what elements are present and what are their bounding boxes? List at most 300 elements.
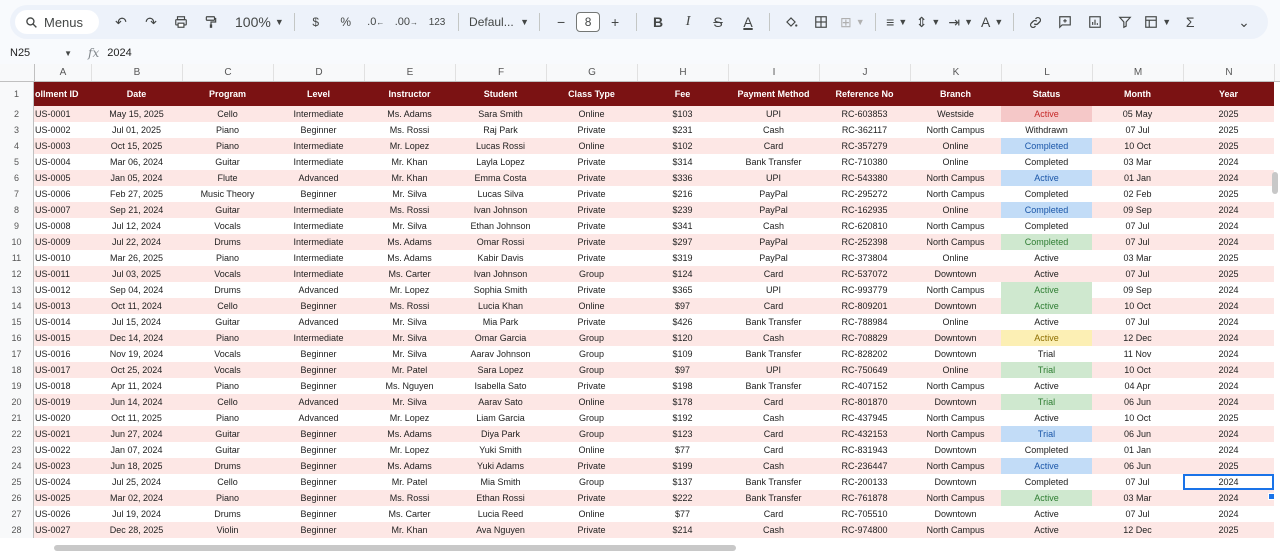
data-cell[interactable]: Card (728, 138, 819, 154)
data-cell[interactable]: RC-373804 (819, 250, 910, 266)
insert-comment-icon[interactable] (1051, 9, 1079, 35)
data-cell[interactable]: RC-705510 (819, 506, 910, 522)
data-cell[interactable]: $102 (637, 138, 728, 154)
insert-chart-icon[interactable] (1081, 9, 1109, 35)
data-cell[interactable]: 07 Jul (1092, 234, 1183, 250)
data-cell[interactable]: US-0011 (34, 266, 91, 282)
data-cell[interactable]: Piano (182, 378, 273, 394)
data-cell[interactable]: 09 Sep (1092, 282, 1183, 298)
column-header-b[interactable]: B (92, 64, 183, 81)
data-cell[interactable]: $336 (637, 170, 728, 186)
data-cell[interactable]: Downtown (910, 442, 1001, 458)
data-cell[interactable]: Bank Transfer (728, 490, 819, 506)
data-cell[interactable]: RC-708829 (819, 330, 910, 346)
data-cell[interactable]: US-0003 (34, 138, 91, 154)
data-cell[interactable]: Mr. Khan (364, 154, 455, 170)
data-cell[interactable]: Private (546, 218, 637, 234)
currency-format-button[interactable]: $ (312, 15, 320, 29)
data-cell[interactable]: Jul 12, 2024 (91, 218, 182, 234)
data-cell[interactable]: US-0012 (34, 282, 91, 298)
data-cell[interactable]: Mr. Patel (364, 362, 455, 378)
data-cell[interactable]: $77 (637, 442, 728, 458)
data-cell[interactable]: Jul 03, 2025 (91, 266, 182, 282)
data-cell[interactable]: RC-828202 (819, 346, 910, 362)
data-cell[interactable]: $97 (637, 298, 728, 314)
increase-decimal-button[interactable] (392, 9, 421, 35)
data-cell[interactable]: RC-162935 (819, 202, 910, 218)
data-cell[interactable]: Cash (728, 122, 819, 138)
data-cell[interactable]: US-0013 (34, 298, 91, 314)
data-cell[interactable]: Group (546, 266, 637, 282)
column-title[interactable]: Student (455, 82, 546, 106)
status-cell[interactable]: Withdrawn (1001, 122, 1092, 138)
data-cell[interactable]: Cello (182, 298, 273, 314)
data-cell[interactable]: Lucas Silva (455, 186, 546, 202)
data-cell[interactable]: 04 Apr (1092, 378, 1183, 394)
data-cell[interactable]: Guitar (182, 426, 273, 442)
data-cell[interactable]: 07 Jul (1092, 218, 1183, 234)
data-cell[interactable]: $137 (637, 474, 728, 490)
data-cell[interactable]: 02 Feb (1092, 186, 1183, 202)
data-cell[interactable]: Nov 19, 2024 (91, 346, 182, 362)
status-cell[interactable]: Active (1001, 458, 1092, 474)
data-cell[interactable]: Bank Transfer (728, 346, 819, 362)
data-cell[interactable]: Advanced (273, 394, 364, 410)
data-cell[interactable]: 2024 (1183, 234, 1274, 250)
data-cell[interactable]: Vocals (182, 266, 273, 282)
data-cell[interactable]: 2025 (1183, 186, 1274, 202)
row-number[interactable]: 27 (0, 506, 34, 522)
data-cell[interactable]: Bank Transfer (728, 154, 819, 170)
data-cell[interactable]: $239 (637, 202, 728, 218)
data-cell[interactable]: Beginner (273, 426, 364, 442)
row-number[interactable]: 22 (0, 426, 34, 442)
data-cell[interactable]: RC-432153 (819, 426, 910, 442)
data-cell[interactable]: RC-710380 (819, 154, 910, 170)
data-cell[interactable]: US-0021 (34, 426, 91, 442)
data-cell[interactable]: Downtown (910, 506, 1001, 522)
data-cell[interactable]: Cash (728, 458, 819, 474)
data-cell[interactable]: Mar 26, 2025 (91, 250, 182, 266)
row-number[interactable]: 2 (0, 106, 34, 122)
data-cell[interactable]: Online (546, 506, 637, 522)
data-cell[interactable]: Ivan Johnson (455, 266, 546, 282)
column-header-f[interactable]: F (456, 64, 547, 81)
column-title[interactable]: Date (91, 82, 182, 106)
data-cell[interactable]: PayPal (728, 186, 819, 202)
data-cell[interactable]: 01 Jan (1092, 442, 1183, 458)
data-cell[interactable]: 2025 (1183, 250, 1274, 266)
select-all-corner[interactable] (0, 64, 35, 81)
data-cell[interactable]: Sara Lopez (455, 362, 546, 378)
data-cell[interactable]: Mar 06, 2024 (91, 154, 182, 170)
data-cell[interactable]: Drums (182, 506, 273, 522)
status-cell[interactable]: Trial (1001, 394, 1092, 410)
status-cell[interactable]: Active (1001, 410, 1092, 426)
data-cell[interactable]: Group (546, 362, 637, 378)
data-cell[interactable]: Ms. Carter (364, 506, 455, 522)
undo-icon[interactable]: ↶ (115, 13, 127, 30)
vertical-align-icon[interactable]: ⇕ ▼ (915, 13, 941, 30)
data-cell[interactable]: RC-603853 (819, 106, 910, 122)
paint-format-icon[interactable] (197, 9, 225, 35)
data-cell[interactable]: Private (546, 522, 637, 538)
data-cell[interactable]: 12 Dec (1092, 522, 1183, 538)
data-cell[interactable]: UPI (728, 362, 819, 378)
data-cell[interactable]: Jun 14, 2024 (91, 394, 182, 410)
data-cell[interactable]: Music Theory (182, 186, 273, 202)
bold-icon[interactable]: B (652, 14, 664, 30)
data-cell[interactable]: Intermediate (273, 138, 364, 154)
data-cell[interactable]: 2025 (1183, 522, 1274, 538)
data-cell[interactable]: US-0009 (34, 234, 91, 250)
data-cell[interactable]: 2024 (1183, 378, 1274, 394)
data-cell[interactable]: Sara Smith (455, 106, 546, 122)
data-cell[interactable]: Aarav Johnson (455, 346, 546, 362)
data-cell[interactable]: PayPal (728, 250, 819, 266)
data-cell[interactable]: 07 Jul (1092, 506, 1183, 522)
data-cell[interactable]: Guitar (182, 154, 273, 170)
data-cell[interactable]: Cello (182, 394, 273, 410)
data-cell[interactable]: Cash (728, 218, 819, 234)
data-cell[interactable]: US-0002 (34, 122, 91, 138)
data-cell[interactable]: RC-537072 (819, 266, 910, 282)
insert-link-icon[interactable] (1021, 9, 1049, 35)
data-cell[interactable]: US-0022 (34, 442, 91, 458)
data-cell[interactable]: 2025 (1183, 266, 1274, 282)
data-cell[interactable]: Intermediate (273, 266, 364, 282)
data-cell[interactable]: Cash (728, 330, 819, 346)
status-cell[interactable]: Trial (1001, 346, 1092, 362)
data-cell[interactable]: Lucia Khan (455, 298, 546, 314)
data-cell[interactable]: $178 (637, 394, 728, 410)
data-cell[interactable]: Intermediate (273, 234, 364, 250)
data-cell[interactable]: US-0020 (34, 410, 91, 426)
data-cell[interactable]: Card (728, 394, 819, 410)
data-cell[interactable]: North Campus (910, 218, 1001, 234)
data-cell[interactable]: Mar 02, 2024 (91, 490, 182, 506)
column-header-l[interactable]: L (1002, 64, 1093, 81)
data-cell[interactable]: Beginner (273, 474, 364, 490)
data-cell[interactable]: Drums (182, 234, 273, 250)
row-number[interactable]: 1 (0, 82, 34, 106)
data-cell[interactable]: Bank Transfer (728, 378, 819, 394)
data-cell[interactable]: Private (546, 154, 637, 170)
vertical-scrollbar[interactable] (1272, 172, 1278, 194)
row-number[interactable]: 23 (0, 442, 34, 458)
data-cell[interactable]: Mr. Patel (364, 474, 455, 490)
data-cell[interactable]: RC-252398 (819, 234, 910, 250)
data-cell[interactable]: Jan 05, 2024 (91, 170, 182, 186)
data-cell[interactable]: Beginner (273, 122, 364, 138)
status-cell[interactable]: Completed (1001, 218, 1092, 234)
data-cell[interactable]: US-0017 (34, 362, 91, 378)
data-cell[interactable]: Jun 18, 2025 (91, 458, 182, 474)
data-cell[interactable]: Jan 07, 2024 (91, 442, 182, 458)
status-cell[interactable]: Active (1001, 522, 1092, 538)
column-title[interactable]: Fee (637, 82, 728, 106)
data-cell[interactable]: 2024 (1183, 154, 1274, 170)
data-cell[interactable]: 2025 (1183, 122, 1274, 138)
data-cell[interactable]: Ms. Rossi (364, 122, 455, 138)
font-select[interactable] (466, 9, 532, 35)
data-cell[interactable]: 2024 (1183, 442, 1274, 458)
data-cell[interactable]: Mr. Lopez (364, 442, 455, 458)
data-cell[interactable]: May 15, 2025 (91, 106, 182, 122)
data-cell[interactable]: 10 Oct (1092, 410, 1183, 426)
data-cell[interactable]: Ethan Rossi (455, 490, 546, 506)
data-cell[interactable]: Sophia Smith (455, 282, 546, 298)
data-cell[interactable]: PayPal (728, 234, 819, 250)
status-cell[interactable]: Active (1001, 378, 1092, 394)
data-cell[interactable]: Beginner (273, 458, 364, 474)
data-cell[interactable]: North Campus (910, 522, 1001, 538)
row-number[interactable]: 16 (0, 330, 34, 346)
data-cell[interactable]: Online (546, 394, 637, 410)
row-number[interactable]: 17 (0, 346, 34, 362)
status-cell[interactable]: Completed (1001, 138, 1092, 154)
row-number[interactable]: 5 (0, 154, 34, 170)
data-cell[interactable]: Intermediate (273, 154, 364, 170)
data-cell[interactable]: Beginner (273, 346, 364, 362)
data-cell[interactable]: Beginner (273, 490, 364, 506)
data-cell[interactable]: $222 (637, 490, 728, 506)
column-title[interactable]: Year (1183, 82, 1274, 106)
data-cell[interactable]: RC-437945 (819, 410, 910, 426)
data-cell[interactable]: Piano (182, 122, 273, 138)
data-cell[interactable]: North Campus (910, 122, 1001, 138)
data-cell[interactable]: Beginner (273, 362, 364, 378)
data-cell[interactable]: US-0015 (34, 330, 91, 346)
data-cell[interactable]: Jul 15, 2024 (91, 314, 182, 330)
data-cell[interactable]: Ms. Adams (364, 458, 455, 474)
data-cell[interactable]: 06 Jun (1092, 426, 1183, 442)
status-cell[interactable]: Completed (1001, 186, 1092, 202)
data-cell[interactable]: RC-809201 (819, 298, 910, 314)
data-cell[interactable]: Isabella Sato (455, 378, 546, 394)
data-cell[interactable]: US-0001 (34, 106, 91, 122)
data-cell[interactable]: Beginner (273, 298, 364, 314)
data-cell[interactable]: Bank Transfer (728, 314, 819, 330)
status-cell[interactable]: Active (1001, 506, 1092, 522)
data-cell[interactable]: Apr 11, 2024 (91, 378, 182, 394)
row-number[interactable]: 18 (0, 362, 34, 378)
data-cell[interactable]: Advanced (273, 282, 364, 298)
data-cell[interactable]: Mr. Lopez (364, 410, 455, 426)
data-cell[interactable]: 2024 (1183, 474, 1274, 490)
data-cell[interactable]: Card (728, 266, 819, 282)
data-cell[interactable]: US-0010 (34, 250, 91, 266)
data-cell[interactable]: Card (728, 298, 819, 314)
formula-input[interactable]: 2024 (107, 47, 132, 59)
data-cell[interactable]: Beginner (273, 506, 364, 522)
data-cell[interactable]: Piano (182, 330, 273, 346)
column-header-g[interactable]: G (547, 64, 638, 81)
data-cell[interactable]: North Campus (910, 490, 1001, 506)
data-cell[interactable]: Mr. Khan (364, 170, 455, 186)
column-header-a[interactable]: A (35, 64, 92, 81)
data-cell[interactable]: $192 (637, 410, 728, 426)
data-cell[interactable]: Lucas Rossi (455, 138, 546, 154)
data-cell[interactable]: Ms. Rossi (364, 202, 455, 218)
status-cell[interactable]: Completed (1001, 202, 1092, 218)
column-title[interactable]: Payment Method (728, 82, 819, 106)
data-cell[interactable]: Online (910, 250, 1001, 266)
data-cell[interactable]: Westside (910, 106, 1001, 122)
row-number[interactable]: 10 (0, 234, 34, 250)
name-box[interactable] (0, 47, 72, 59)
data-cell[interactable]: Beginner (273, 378, 364, 394)
data-cell[interactable]: US-0006 (34, 186, 91, 202)
increase-font-size-button[interactable]: + (610, 14, 620, 30)
column-header-h[interactable]: H (638, 64, 729, 81)
data-cell[interactable]: Beginner (273, 522, 364, 538)
data-cell[interactable]: 10 Oct (1092, 362, 1183, 378)
data-cell[interactable]: Layla Lopez (455, 154, 546, 170)
data-cell[interactable]: Private (546, 234, 637, 250)
data-cell[interactable]: RC-620810 (819, 218, 910, 234)
fill-color-icon[interactable] (777, 9, 805, 35)
row-number[interactable]: 11 (0, 250, 34, 266)
column-title[interactable]: Instructor (364, 82, 455, 106)
status-cell[interactable]: Completed (1001, 474, 1092, 490)
data-cell[interactable]: Ms. Rossi (364, 490, 455, 506)
data-cell[interactable]: Diya Park (455, 426, 546, 442)
row-number[interactable]: 8 (0, 202, 34, 218)
data-cell[interactable]: $297 (637, 234, 728, 250)
data-cell[interactable]: UPI (728, 106, 819, 122)
data-cell[interactable]: 2024 (1183, 490, 1274, 506)
data-cell[interactable]: Online (910, 314, 1001, 330)
status-cell[interactable]: Active (1001, 106, 1092, 122)
data-cell[interactable]: Drums (182, 458, 273, 474)
number-format-button[interactable]: 123 (428, 16, 446, 28)
data-cell[interactable]: 03 Mar (1092, 490, 1183, 506)
data-cell[interactable]: Mia Park (455, 314, 546, 330)
data-cell[interactable]: $198 (637, 378, 728, 394)
data-cell[interactable]: 2025 (1183, 458, 1274, 474)
data-cell[interactable]: RC-974800 (819, 522, 910, 538)
data-cell[interactable]: Liam Garcia (455, 410, 546, 426)
data-cell[interactable]: Mr. Silva (364, 218, 455, 234)
data-cell[interactable]: North Campus (910, 426, 1001, 442)
data-cell[interactable]: North Campus (910, 458, 1001, 474)
data-cell[interactable]: Vocals (182, 346, 273, 362)
data-cell[interactable]: Piano (182, 490, 273, 506)
data-cell[interactable]: Ivan Johnson (455, 202, 546, 218)
decrease-font-size-button[interactable]: − (556, 14, 566, 30)
data-cell[interactable]: Intermediate (273, 218, 364, 234)
data-cell[interactable]: North Campus (910, 378, 1001, 394)
data-cell[interactable]: US-0016 (34, 346, 91, 362)
data-cell[interactable]: Private (546, 250, 637, 266)
column-header-c[interactable]: C (183, 64, 274, 81)
data-cell[interactable]: Jul 22, 2024 (91, 234, 182, 250)
column-header-d[interactable]: D (274, 64, 365, 81)
data-cell[interactable]: Drums (182, 282, 273, 298)
data-cell[interactable]: Private (546, 170, 637, 186)
decrease-decimal-button[interactable] (362, 9, 390, 35)
row-number[interactable]: 13 (0, 282, 34, 298)
data-cell[interactable]: 2024 (1183, 330, 1274, 346)
data-cell[interactable]: Mr. Lopez (364, 138, 455, 154)
data-cell[interactable]: Online (546, 442, 637, 458)
data-cell[interactable]: US-0019 (34, 394, 91, 410)
data-cell[interactable]: 01 Jan (1092, 170, 1183, 186)
data-cell[interactable]: North Campus (910, 282, 1001, 298)
status-cell[interactable]: Completed (1001, 442, 1092, 458)
data-cell[interactable]: 2025 (1183, 410, 1274, 426)
data-cell[interactable]: Online (546, 298, 637, 314)
data-cell[interactable]: Beginner (273, 442, 364, 458)
data-cell[interactable]: US-0004 (34, 154, 91, 170)
data-cell[interactable]: Group (546, 330, 637, 346)
data-cell[interactable]: Guitar (182, 442, 273, 458)
text-rotation-icon[interactable]: A ▼ (981, 14, 1004, 30)
data-cell[interactable]: Beginner (273, 186, 364, 202)
data-cell[interactable]: Sep 04, 2024 (91, 282, 182, 298)
text-wrap-icon[interactable]: ⇥ ▼ (948, 13, 973, 30)
data-cell[interactable]: Private (546, 202, 637, 218)
data-cell[interactable]: RC-407152 (819, 378, 910, 394)
data-cell[interactable]: Emma Costa (455, 170, 546, 186)
data-cell[interactable]: US-0018 (34, 378, 91, 394)
data-cell[interactable]: $319 (637, 250, 728, 266)
print-icon[interactable] (167, 9, 195, 35)
row-number[interactable]: 6 (0, 170, 34, 186)
data-cell[interactable]: $109 (637, 346, 728, 362)
data-cell[interactable]: Ms. Carter (364, 266, 455, 282)
text-color-icon[interactable]: A (743, 14, 753, 30)
data-cell[interactable]: RC-788984 (819, 314, 910, 330)
data-cell[interactable]: Private (546, 282, 637, 298)
data-cell[interactable]: Jun 27, 2024 (91, 426, 182, 442)
data-cell[interactable]: Cello (182, 474, 273, 490)
data-cell[interactable]: US-0007 (34, 202, 91, 218)
data-cell[interactable]: Ms. Adams (364, 106, 455, 122)
data-cell[interactable]: 07 Jul (1092, 266, 1183, 282)
status-cell[interactable]: Trial (1001, 362, 1092, 378)
data-cell[interactable]: $103 (637, 106, 728, 122)
data-cell[interactable]: Aarav Sato (455, 394, 546, 410)
data-cell[interactable]: Advanced (273, 170, 364, 186)
data-cell[interactable]: RC-761878 (819, 490, 910, 506)
row-number[interactable]: 28 (0, 522, 34, 538)
data-cell[interactable]: 07 Jul (1092, 314, 1183, 330)
column-header-e[interactable]: E (365, 64, 456, 81)
data-cell[interactable]: 2024 (1183, 426, 1274, 442)
redo-icon[interactable]: ↷ (145, 13, 157, 30)
data-cell[interactable]: Ms. Rossi (364, 298, 455, 314)
data-cell[interactable]: Vocals (182, 218, 273, 234)
data-cell[interactable]: $231 (637, 122, 728, 138)
data-cell[interactable]: $199 (637, 458, 728, 474)
data-cell[interactable]: Guitar (182, 202, 273, 218)
data-cell[interactable]: Private (546, 458, 637, 474)
data-cell[interactable]: Mr. Silva (364, 346, 455, 362)
data-cell[interactable]: Mr. Silva (364, 330, 455, 346)
row-number[interactable]: 20 (0, 394, 34, 410)
data-cell[interactable]: 07 Jul (1092, 474, 1183, 490)
column-title[interactable]: Program (182, 82, 273, 106)
data-cell[interactable]: Downtown (910, 394, 1001, 410)
data-cell[interactable]: Yuki Adams (455, 458, 546, 474)
data-cell[interactable]: 2024 (1183, 314, 1274, 330)
data-cell[interactable]: RC-993779 (819, 282, 910, 298)
data-cell[interactable]: US-0014 (34, 314, 91, 330)
status-cell[interactable]: Active (1001, 490, 1092, 506)
data-cell[interactable]: Downtown (910, 330, 1001, 346)
